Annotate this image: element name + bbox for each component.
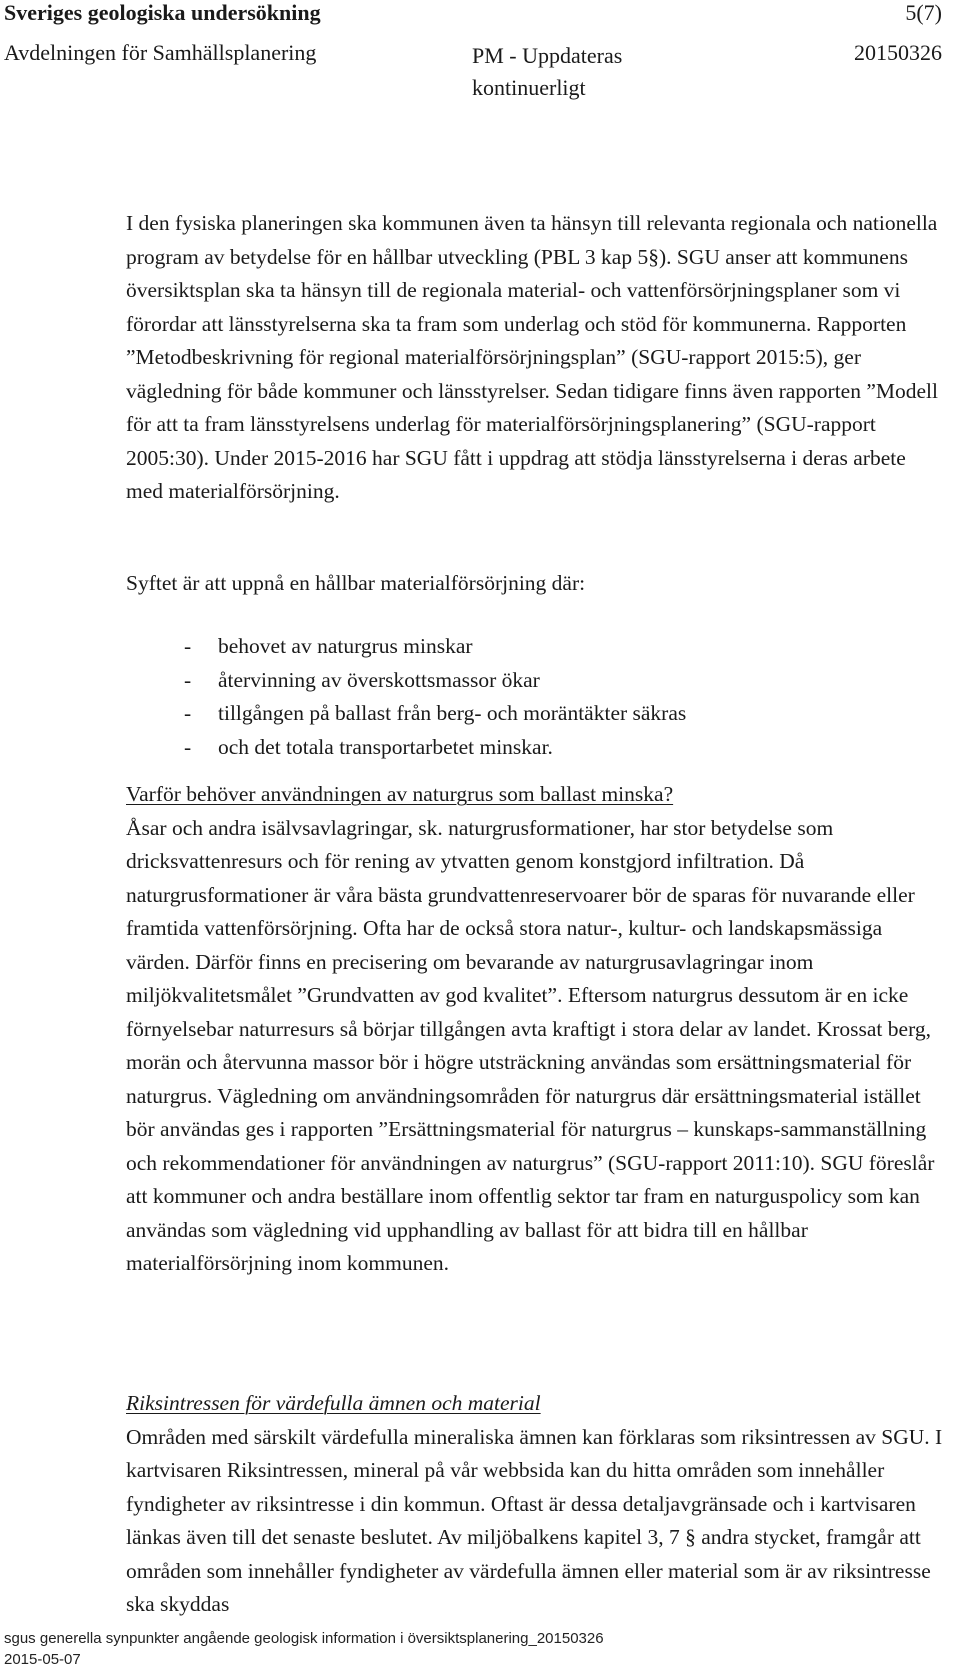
heading-riksintressen: Riksintressen för värdefulla ämnen och material (126, 1391, 541, 1415)
dash-bullet: - (184, 734, 192, 759)
paragraph-naturgrus: Åsar och andra isälvsavlagringar, sk. naturgrusformationer, har stor betydelse som dricksvattenresurs och för rening av ytvatten genom konstgjord infiltration. Då naturgrusformationer är våra bästa grundvattenreservoarer bör de sparas för nuvarande eller framtida vattenförsörjning. Ofta har de också stora natur-, kultur- och landskapsmässiga värden. Därför finns en precisering om bevarande av naturgrusavlagringar inom miljökvalitetsmålet ”Grundvatten av god kvalitet”. Eftersom naturgrus dessutom är en icke förnyelsebar naturresurs så börjar tillgången avta kraftigt i stora delar av landet. Krossat berg, morän och återvunna massor bör i högre utsträckning användas som ersättningsmaterial för naturgrus. Vägledning om användningsområden för naturgrus där ersättningsmaterial istället bör användas ges i rapporten ”Ersättningsmaterial för naturgrus – kunskaps-sammanställning och rekommendationer för användningen av naturgrus” (SGU-rapport 2011:10). SGU föreslår att kommuner och andra beställare inom offentlig sektor tar fram en naturguspolicy som kan användas som vägledning vid upphandling av ballast för att bidra till en hållbar materialförsörjning inom kommunen. (126, 815, 935, 1275)
dash-bullet: - (184, 667, 192, 692)
list-item (126, 630, 946, 664)
organization-name: Sveriges geologiska undersökning (4, 0, 321, 25)
footer-date: 2015-05-07 (4, 1651, 81, 1668)
list-item (126, 664, 946, 698)
list-item-text: återvinning av överskottsmassor ökar (218, 667, 540, 692)
list-item-text: tillgången på ballast från berg- och moräntäkter säkras (218, 701, 687, 725)
dash-bullet: - (184, 634, 192, 658)
section-heading (126, 1387, 946, 1421)
list-item-text: behovet av naturgrus minskar (218, 634, 473, 658)
page-footer (4, 1628, 604, 1670)
section-purpose (126, 567, 946, 601)
paragraph-riksintressen: Områden med särskilt värdefulla mineraliska ämnen kan förklaras som riksintressen av SGU. I kartvisaren Riksintressen, mineral på vår webbsida kan du hitta områden som innehåller fyndigheter av riksintresse i din kommun. Oftast är dessa detaljavgränsade och i kartvisaren länkas även till det senaste beslutet. Av miljöbalkens kapitel 3, 7 § andra stycket, framgår att områden som innehåller fyndigheter av värdefulla ämnen eller material som är av riksintresse ska skyddas (126, 1424, 943, 1616)
list-item-text: och det totala transportarbetet minskar. (218, 734, 553, 759)
purpose-intro: Syftet är att uppnå en hållbar materialförsörjning där: (126, 571, 586, 595)
heading-naturgrus: Varför behöver användningen av naturgrus som ballast minska? (126, 782, 674, 806)
section-planning (126, 207, 946, 509)
section-riksintressen (126, 1387, 946, 1622)
dash-bullet: - (184, 701, 192, 725)
document-title: PM - Uppdateras kontinuerligt (472, 43, 623, 100)
paragraph-planning: I den fysiska planeringen ska kommunen även ta hänsyn till relevanta regionala och nationella program av betydelse för en hållbar utveckling (PBL 3 kap 5§). SGU anser att kommunens översiktsplan ska ta hänsyn till de regionala material- och vattenförsörjningsplaner som vi förordar att länsstyrelserna ska ta fram som underlag och stöd för kommunerna. Rapporten ”Metodbeskrivning för regional materialförsörjningsplan” (SGU-rapport 2015:5), ger vägledning för både kommuner och länsstyrelser. Sedan tidigare finns även rapporten ”Modell för att ta fram länsstyrelsens underlag för materialförsörjningsplanering” (SGU-rapport 2005:30). Under 2015-2016 har SGU fått i uppdrag att stödja länsstyrelserna i deras arbete med materialförsörjning. (126, 211, 938, 503)
page-number: 5(7) (905, 0, 942, 25)
list-item (126, 731, 946, 765)
list-item (126, 697, 946, 731)
footer-filename: sgus generella synpunkter angående geologisk information i översiktsplanering_20150326 (4, 1630, 604, 1647)
purpose-list (126, 630, 946, 764)
document-date: 20150326 (854, 40, 942, 65)
section-naturgrus (126, 778, 946, 1281)
section-heading (126, 778, 946, 812)
department-name: Avdelningen för Samhällsplanering (4, 40, 317, 65)
